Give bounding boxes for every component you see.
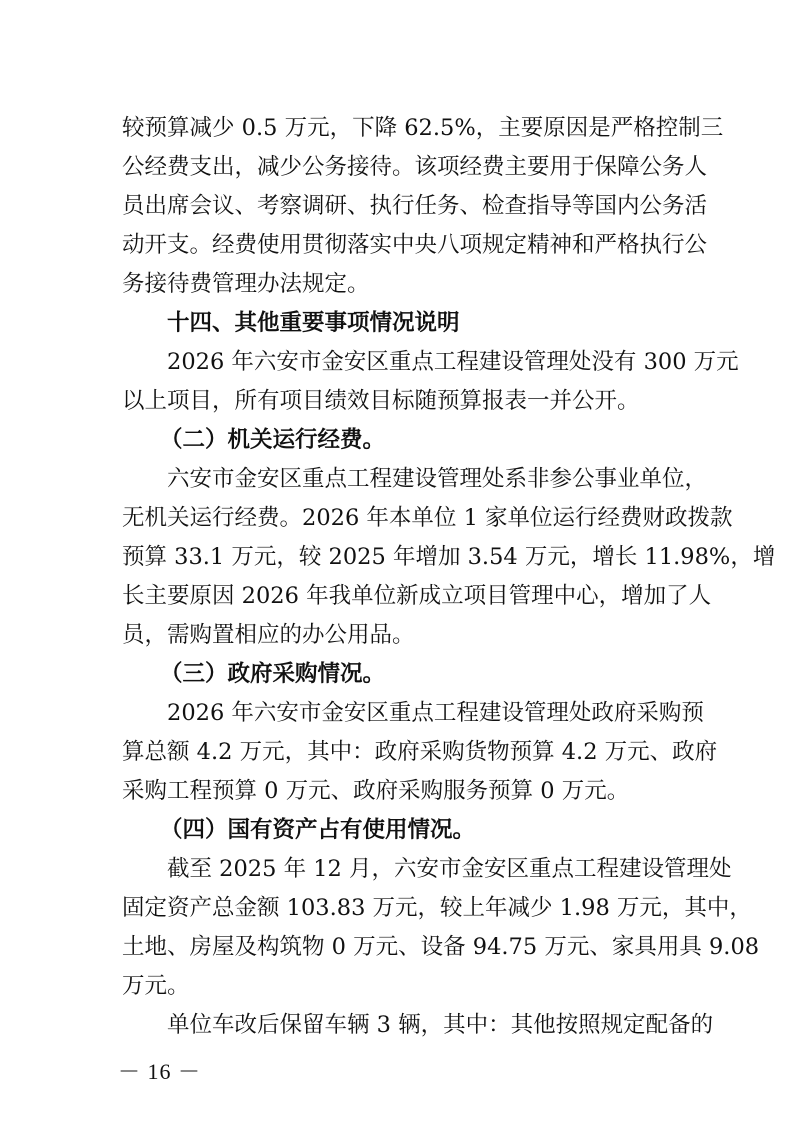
body-text-line: 2026 年六安市金安区重点工程建设管理处政府采购预 <box>167 700 704 726</box>
body-text-line: 较预算减少 0.5 万元，下降 62.5%，主要原因是严格控制三 <box>122 115 724 141</box>
body-text-line: 以上项目，所有项目绩效目标随预算报表一并公开。 <box>122 388 640 414</box>
body-text-line: 预算 33.1 万元，较 2025 年增加 3.54 万元，增长 11.98%，增 <box>122 544 776 570</box>
page-number: － 16 － <box>118 1059 202 1084</box>
body-text-line: 单位车改后保留车辆 3 辆，其中：其他按照规定配备的 <box>167 1012 714 1038</box>
body-text-line: 员出席会议、考察调研、执行任务、检查指导等国内公务活 <box>122 193 708 219</box>
body-text-line: 动开支。经费使用贯彻落实中央八项规定精神和严格执行公 <box>122 232 708 258</box>
body-text-line: 采购工程预算 0 万元、政府采购服务预算 0 万元。 <box>122 778 630 804</box>
body-text-line: 固定资产总金额 103.83 万元，较上年减少 1.98 万元，其中， <box>122 895 752 921</box>
body-text-line: 万元。 <box>122 973 190 999</box>
body-text-line: 长主要原因 2026 年我单位新成立项目管理中心，增加了人 <box>122 583 712 609</box>
subsection-heading: （四）国有资产占有使用情况。 <box>160 817 476 843</box>
subsection-heading: （二）机关运行经费。 <box>160 427 386 453</box>
subsection-heading: （三）政府采购情况。 <box>160 661 386 687</box>
body-text-line: 截至 2025 年 12 月，六安市金安区重点工程建设管理处 <box>167 856 732 882</box>
section-heading: 十四、其他重要事项情况说明 <box>167 310 460 336</box>
body-text-line: 算总额 4.2 万元，其中：政府采购货物预算 4.2 万元、政府 <box>122 739 718 765</box>
body-text-line: 员，需购置相应的办公用品。 <box>122 622 415 648</box>
body-text-line: 2026 年六安市金安区重点工程建设管理处没有 300 万元 <box>167 349 739 375</box>
body-text-line: 务接待费管理办法规定。 <box>122 271 370 297</box>
body-text-line: 土地、房屋及构筑物 0 万元、设备 94.75 万元、家具用具 9.08 <box>122 934 760 960</box>
body-text-line: 六安市金安区重点工程建设管理处系非参公事业单位， <box>167 466 708 492</box>
body-text-line: 公经费支出，减少公务接待。该项经费主要用于保障公务人 <box>122 154 708 180</box>
body-text-line: 无机关运行经费。2026 年本单位 1 家单位运行经费财政拨款 <box>122 505 733 531</box>
